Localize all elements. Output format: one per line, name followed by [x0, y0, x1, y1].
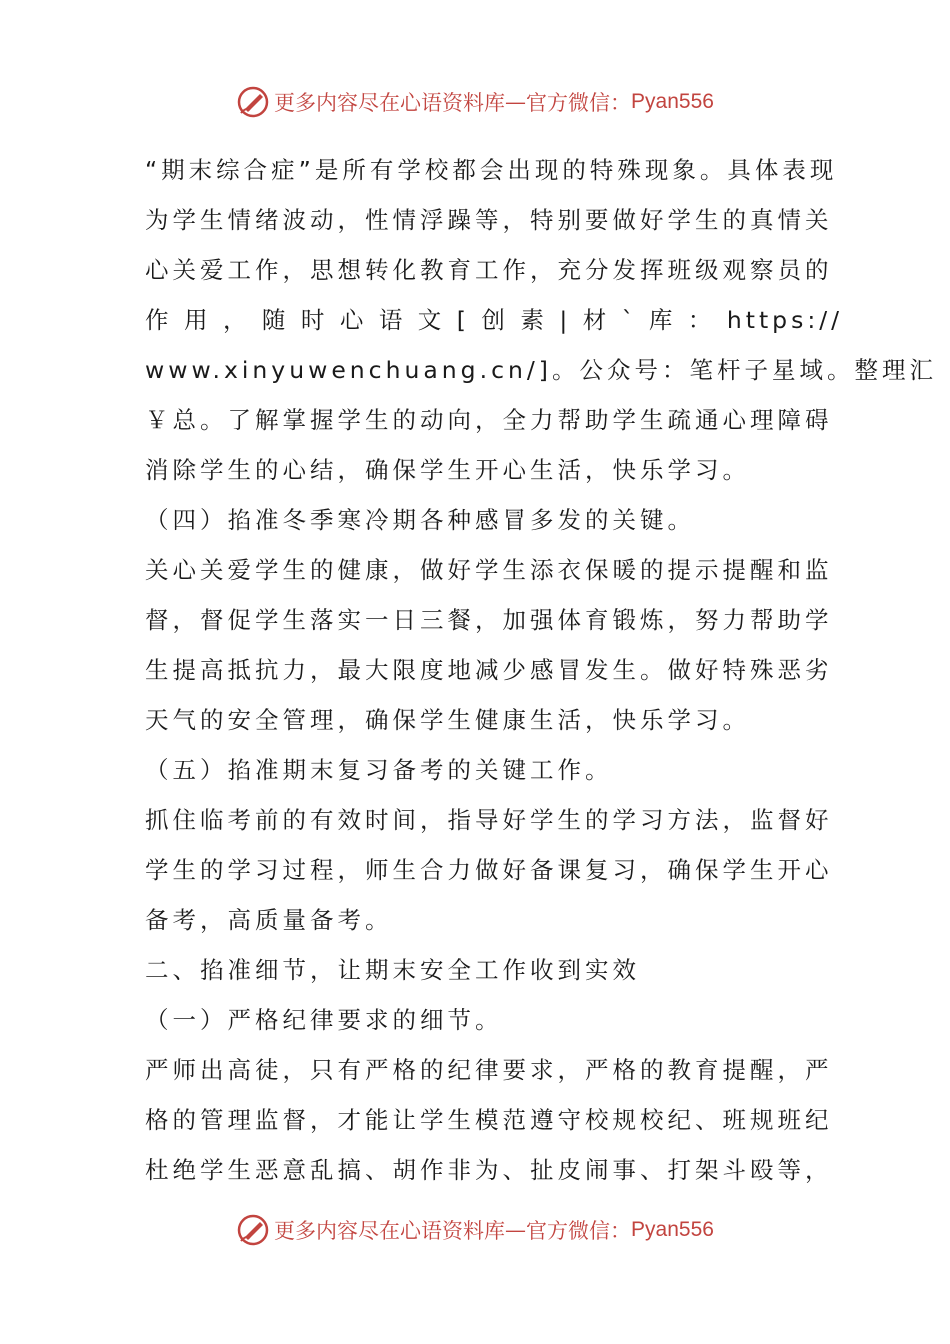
header-banner — [0, 82, 950, 122]
body-line: 作 用 ， 随 时 心 语 文 [ 创 素 | 材 ` 库 ： https:// — [145, 306, 844, 334]
banner-text: 更多内容尽在心语资料库 — [274, 91, 506, 115]
banner-dash: — — [505, 1218, 527, 1242]
body-line: “期末综合症”是所有学校都会出现的特殊现象。具体表现 — [145, 156, 838, 184]
body-line: 关心关爱学生的健康，做好学生添衣保暖的提示提醒和监 — [145, 556, 833, 584]
banner-label: 官方微信： — [526, 91, 632, 115]
body-line: 消除学生的心结，确保学生开心生活，快乐学习。 — [145, 456, 750, 484]
banner-id: Pyan556 — [631, 1218, 714, 1241]
section-heading: （一）严格纪律要求的细节。 — [145, 1006, 503, 1034]
body-line: 抓住临考前的有效时间，指导好学生的学习方法，监督好 — [145, 806, 833, 834]
body-line: 为学生情绪波动，性情浮躁等，特别要做好学生的真情关 — [145, 206, 833, 234]
body-line: 格的管理监督，才能让学生模范遵守校规校纪、班规班纪 — [145, 1106, 833, 1134]
body-line: 督，督促学生落实一日三餐，加强体育锻炼，努力帮助学 — [145, 606, 833, 634]
body-line: ￥总。了解掌握学生的动向，全力帮助学生疏通心理障碍 — [145, 406, 833, 434]
section-heading: （五）掐准期末复习备考的关键工作。 — [145, 756, 613, 784]
footer-banner — [0, 1210, 950, 1250]
pen-logo-icon — [236, 85, 270, 119]
body-line: 严师出高徒，只有严格的纪律要求，严格的教育提醒，严 — [145, 1056, 833, 1084]
body-line: 天气的安全管理，确保学生健康生活，快乐学习。 — [145, 706, 750, 734]
body-line: www.xinyuwenchuang.cn/]。公众号：笔杆子星域。整理汇 — [145, 356, 937, 384]
banner-id: Pyan556 — [631, 90, 714, 113]
section-heading: （四）掐准冬季寒冷期各种感冒多发的关键。 — [145, 506, 695, 534]
banner-dash: — — [505, 90, 527, 114]
body-line: 心关爱工作，思想转化教育工作，充分发挥班级观察员的 — [145, 256, 833, 284]
banner-text: 更多内容尽在心语资料库 — [274, 1219, 506, 1243]
pen-logo-icon — [236, 1213, 270, 1247]
document-body — [145, 145, 937, 1195]
banner-label: 官方微信： — [526, 1219, 632, 1243]
chapter-heading: 二、掐准细节，让期末安全工作收到实效 — [145, 956, 640, 984]
body-line: 杜绝学生恶意乱搞、胡作非为、扯皮闹事、打架斗殴等， — [145, 1156, 833, 1184]
body-line: 生提高抵抗力，最大限度地减少感冒发生。做好特殊恶劣 — [145, 656, 833, 684]
body-line: 备考，高质量备考。 — [145, 906, 393, 934]
body-line: 学生的学习过程，师生合力做好备课复习，确保学生开心 — [145, 856, 833, 884]
